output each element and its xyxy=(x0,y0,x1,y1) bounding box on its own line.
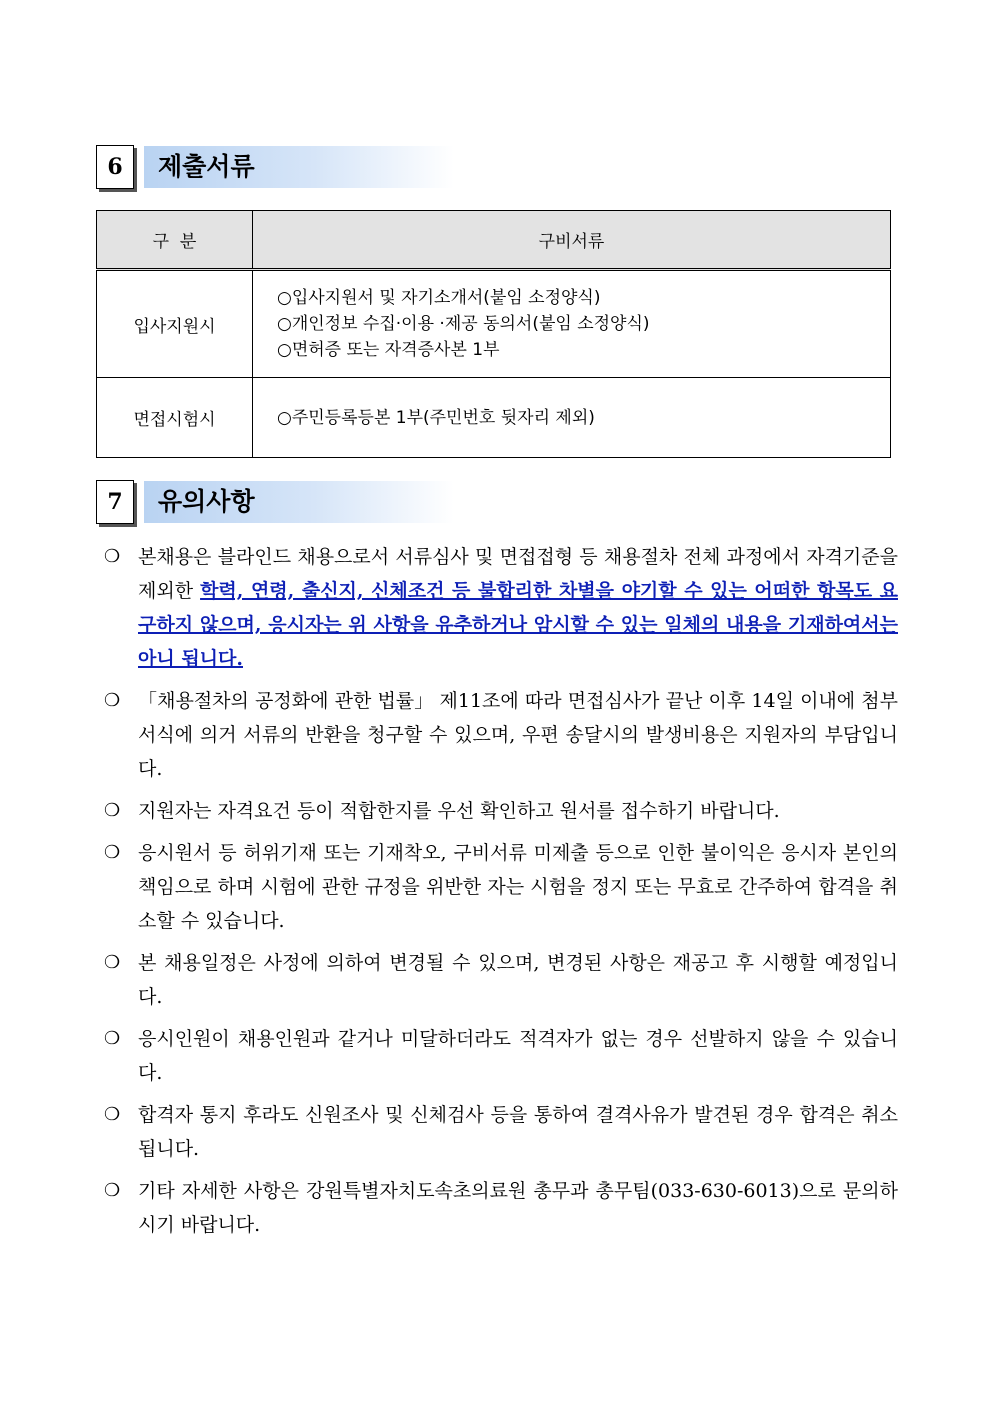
note-item xyxy=(104,1022,898,1090)
note-item xyxy=(104,836,898,938)
note-item xyxy=(104,1174,898,1242)
note-text: 기타 자세한 사항은 강원특별자치도속초의료원 총무과 총무팀(033-630-6013)으로 문의하시기 바랍니다. xyxy=(138,1180,898,1236)
bullet-icon: ❍ xyxy=(104,546,121,567)
note-text: 응시원서 등 허위기재 또는 기재착오, 구비서류 미제출 등으로 인한 불이익은 응시자 본인의 책임으로 하며 시험에 관한 규정을 위반한 자는 시험을 정지 또는 무효로 간주하여 합격을 취소할 수 있습니다. xyxy=(138,842,898,932)
note-item xyxy=(104,684,898,786)
bullet-icon: ❍ xyxy=(104,690,121,711)
note-text: 본채용은 블라인드 채용으로서 서류심사 및 면접접형 등 채용절차 전체 과정에서 자격기준을 제외한 xyxy=(138,546,898,602)
table-row xyxy=(97,378,891,458)
note-text: 응시인원이 채용인원과 같거나 미달하더라도 적격자가 없는 경우 선발하지 않을 수 있습니다. xyxy=(138,1028,898,1084)
row-category: 입사지원시 xyxy=(97,270,253,378)
bullet-icon: ❍ xyxy=(104,842,121,863)
list-item: ○주민등록등본 1부(주민번호 뒷자리 제외) xyxy=(277,407,595,428)
row-items xyxy=(253,270,891,378)
section-number: 7 xyxy=(96,480,134,524)
bullet-icon: ❍ xyxy=(104,1104,121,1125)
bullet-icon: ❍ xyxy=(104,800,121,821)
note-item xyxy=(104,946,898,1014)
note-text: 본 채용일정은 사정에 의하여 변경될 수 있으며, 변경된 사항은 재공고 후 시행할 예정입니다. xyxy=(138,952,898,1008)
list-item: ○개인정보 수집·이용 ·제공 동의서(붙임 소정양식) xyxy=(277,314,650,334)
row-items xyxy=(253,378,891,458)
section-title: 제출서류 xyxy=(158,152,255,181)
row-category: 면접시험시 xyxy=(97,378,253,458)
documents-table xyxy=(96,210,891,458)
list-item: ○면허증 또는 자격증사본 1부 xyxy=(277,340,500,360)
bullet-icon: ❍ xyxy=(104,1180,121,1201)
note-item xyxy=(104,1098,898,1166)
header-category: 구 분 xyxy=(97,211,253,270)
note-text: 「채용절차의 공정화에 관한 법률」 제11조에 따라 면접심사가 끝난 이후 14일 이내에 첨부서식에 의거 서류의 반환을 청구할 수 있으며, 우편 송달시의 발생비용은 지원자의 부담입니다. xyxy=(138,690,898,780)
bullet-icon: ❍ xyxy=(104,952,121,973)
note-text: 합격자 통지 후라도 신원조사 및 신체검사 등을 통하여 결격사유가 발견된 경우 합격은 취소됩니다. xyxy=(138,1104,898,1160)
table-header-row xyxy=(97,211,891,270)
list-item: ○입사지원서 및 자기소개서(붙임 소정양식) xyxy=(277,288,601,308)
section-title: 유의사항 xyxy=(158,487,255,516)
section-number: 6 xyxy=(96,145,134,189)
note-item xyxy=(104,540,898,676)
bullet-icon: ❍ xyxy=(104,1028,121,1049)
note-item xyxy=(104,794,898,828)
note-text: 지원자는 자격요건 등이 적합한지를 우선 확인하고 원서를 접수하기 바랍니다. xyxy=(138,800,780,822)
note-emphasis: 학력, 연령, 출신지, 신체조건 등 불합리한 차별을 야기할 수 있는 어떠한 항목도 요구하지 않으며, 응시자는 위 사항을 유추하거나 암시할 수 있는 일체의 내용을 기재하여서는 아니 됩니다. xyxy=(138,580,898,670)
table-row xyxy=(97,270,891,378)
header-documents: 구비서류 xyxy=(253,211,891,270)
notes-list xyxy=(104,540,898,1250)
